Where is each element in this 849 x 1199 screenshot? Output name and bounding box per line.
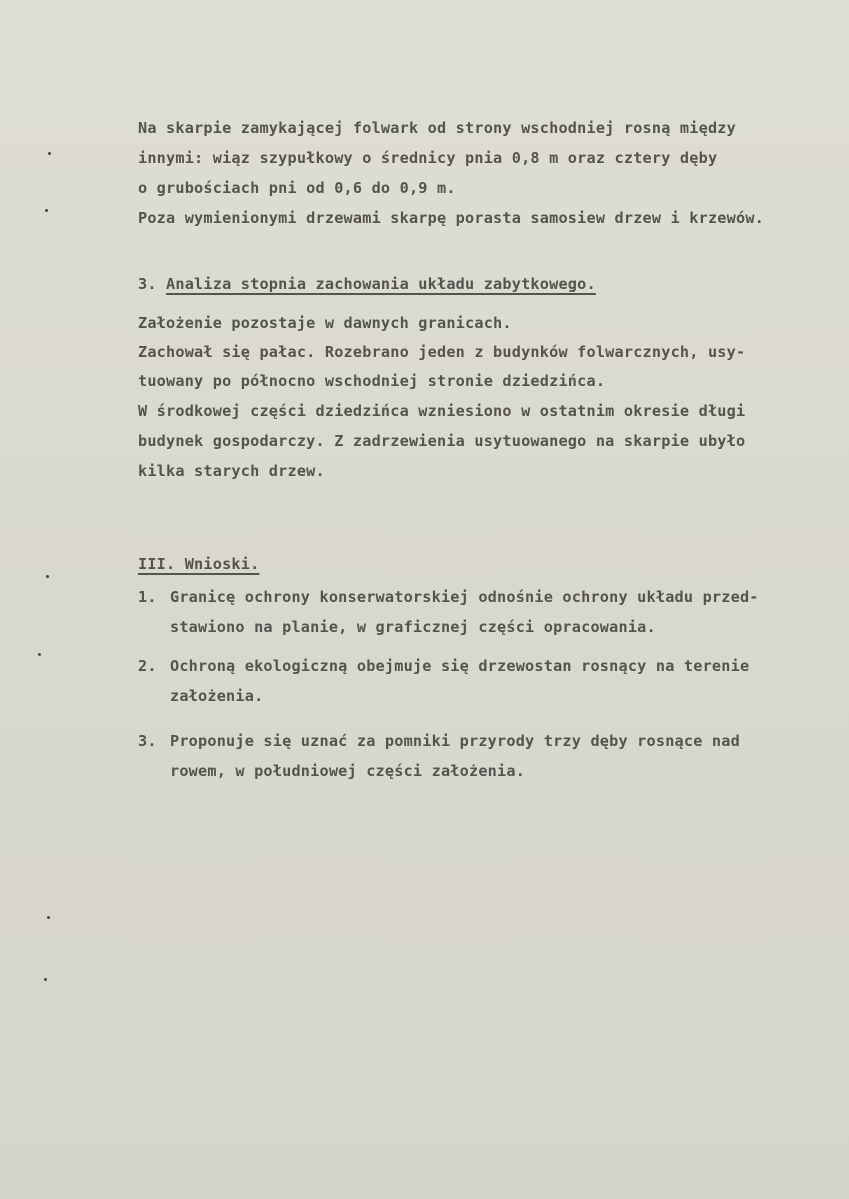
list-item-line: stawiono na planie, w graficznej części opracowania. <box>170 618 656 636</box>
margin-speck <box>44 978 47 981</box>
list-item-line: Proponuje się uznać za pomniki przyrody trzy dęby rosnące nad <box>170 732 740 750</box>
section-title: Analiza stopnia zachowania układu zabytkowego. <box>166 275 596 293</box>
paragraph-line: kilka starych drzew. <box>138 462 325 480</box>
paragraph-line: budynek gospodarczy. Z zadrzewienia usytuowanego na skarpie ubyło <box>138 432 746 450</box>
list-item-line: Granicę ochrony konserwatorskiej odnośnie ochrony układu przed- <box>170 588 759 606</box>
paragraph-line: Na skarpie zamykającej folwark od strony wschodniej rosną między <box>138 119 736 137</box>
margin-speck <box>45 209 48 212</box>
paragraph-line: W środkowej części dziedzińca wzniesiono w ostatnim okresie długi <box>138 402 746 420</box>
margin-speck <box>47 916 50 919</box>
paragraph-line: tuowany po północno wschodniej stronie dziedzińca. <box>138 372 606 390</box>
margin-speck <box>48 152 51 155</box>
list-item-line: Ochroną ekologiczną obejmuje się drzewostan rosnący na terenie <box>170 657 750 675</box>
margin-speck <box>38 653 41 656</box>
paragraph-line: Zachował się pałac. Rozebrano jeden z budynków folwarcznych, usy- <box>138 343 746 361</box>
list-item-number: 1. <box>138 588 157 606</box>
list-item-number: 3. <box>138 732 157 750</box>
paragraph-line: Założenie pozostaje w dawnych granicach. <box>138 314 512 332</box>
list-item-number: 2. <box>138 657 157 675</box>
paragraph-line: o grubościach pni od 0,6 do 0,9 m. <box>138 179 456 197</box>
paragraph-line: innymi: wiąz szypułkowy o średnicy pnia 0,8 m oraz cztery dęby <box>138 149 718 167</box>
section-3-heading <box>138 274 596 294</box>
list-item-line: założenia. <box>170 687 264 705</box>
list-item-line: rowem, w południowej części założenia. <box>170 762 526 780</box>
section-number: 3. <box>138 275 157 293</box>
section-III-heading: III. Wnioski. <box>138 555 260 573</box>
margin-speck <box>46 575 49 578</box>
paragraph-line: Poza wymienionymi drzewami skarpę porasta samosiew drzew i krzewów. <box>138 209 765 227</box>
